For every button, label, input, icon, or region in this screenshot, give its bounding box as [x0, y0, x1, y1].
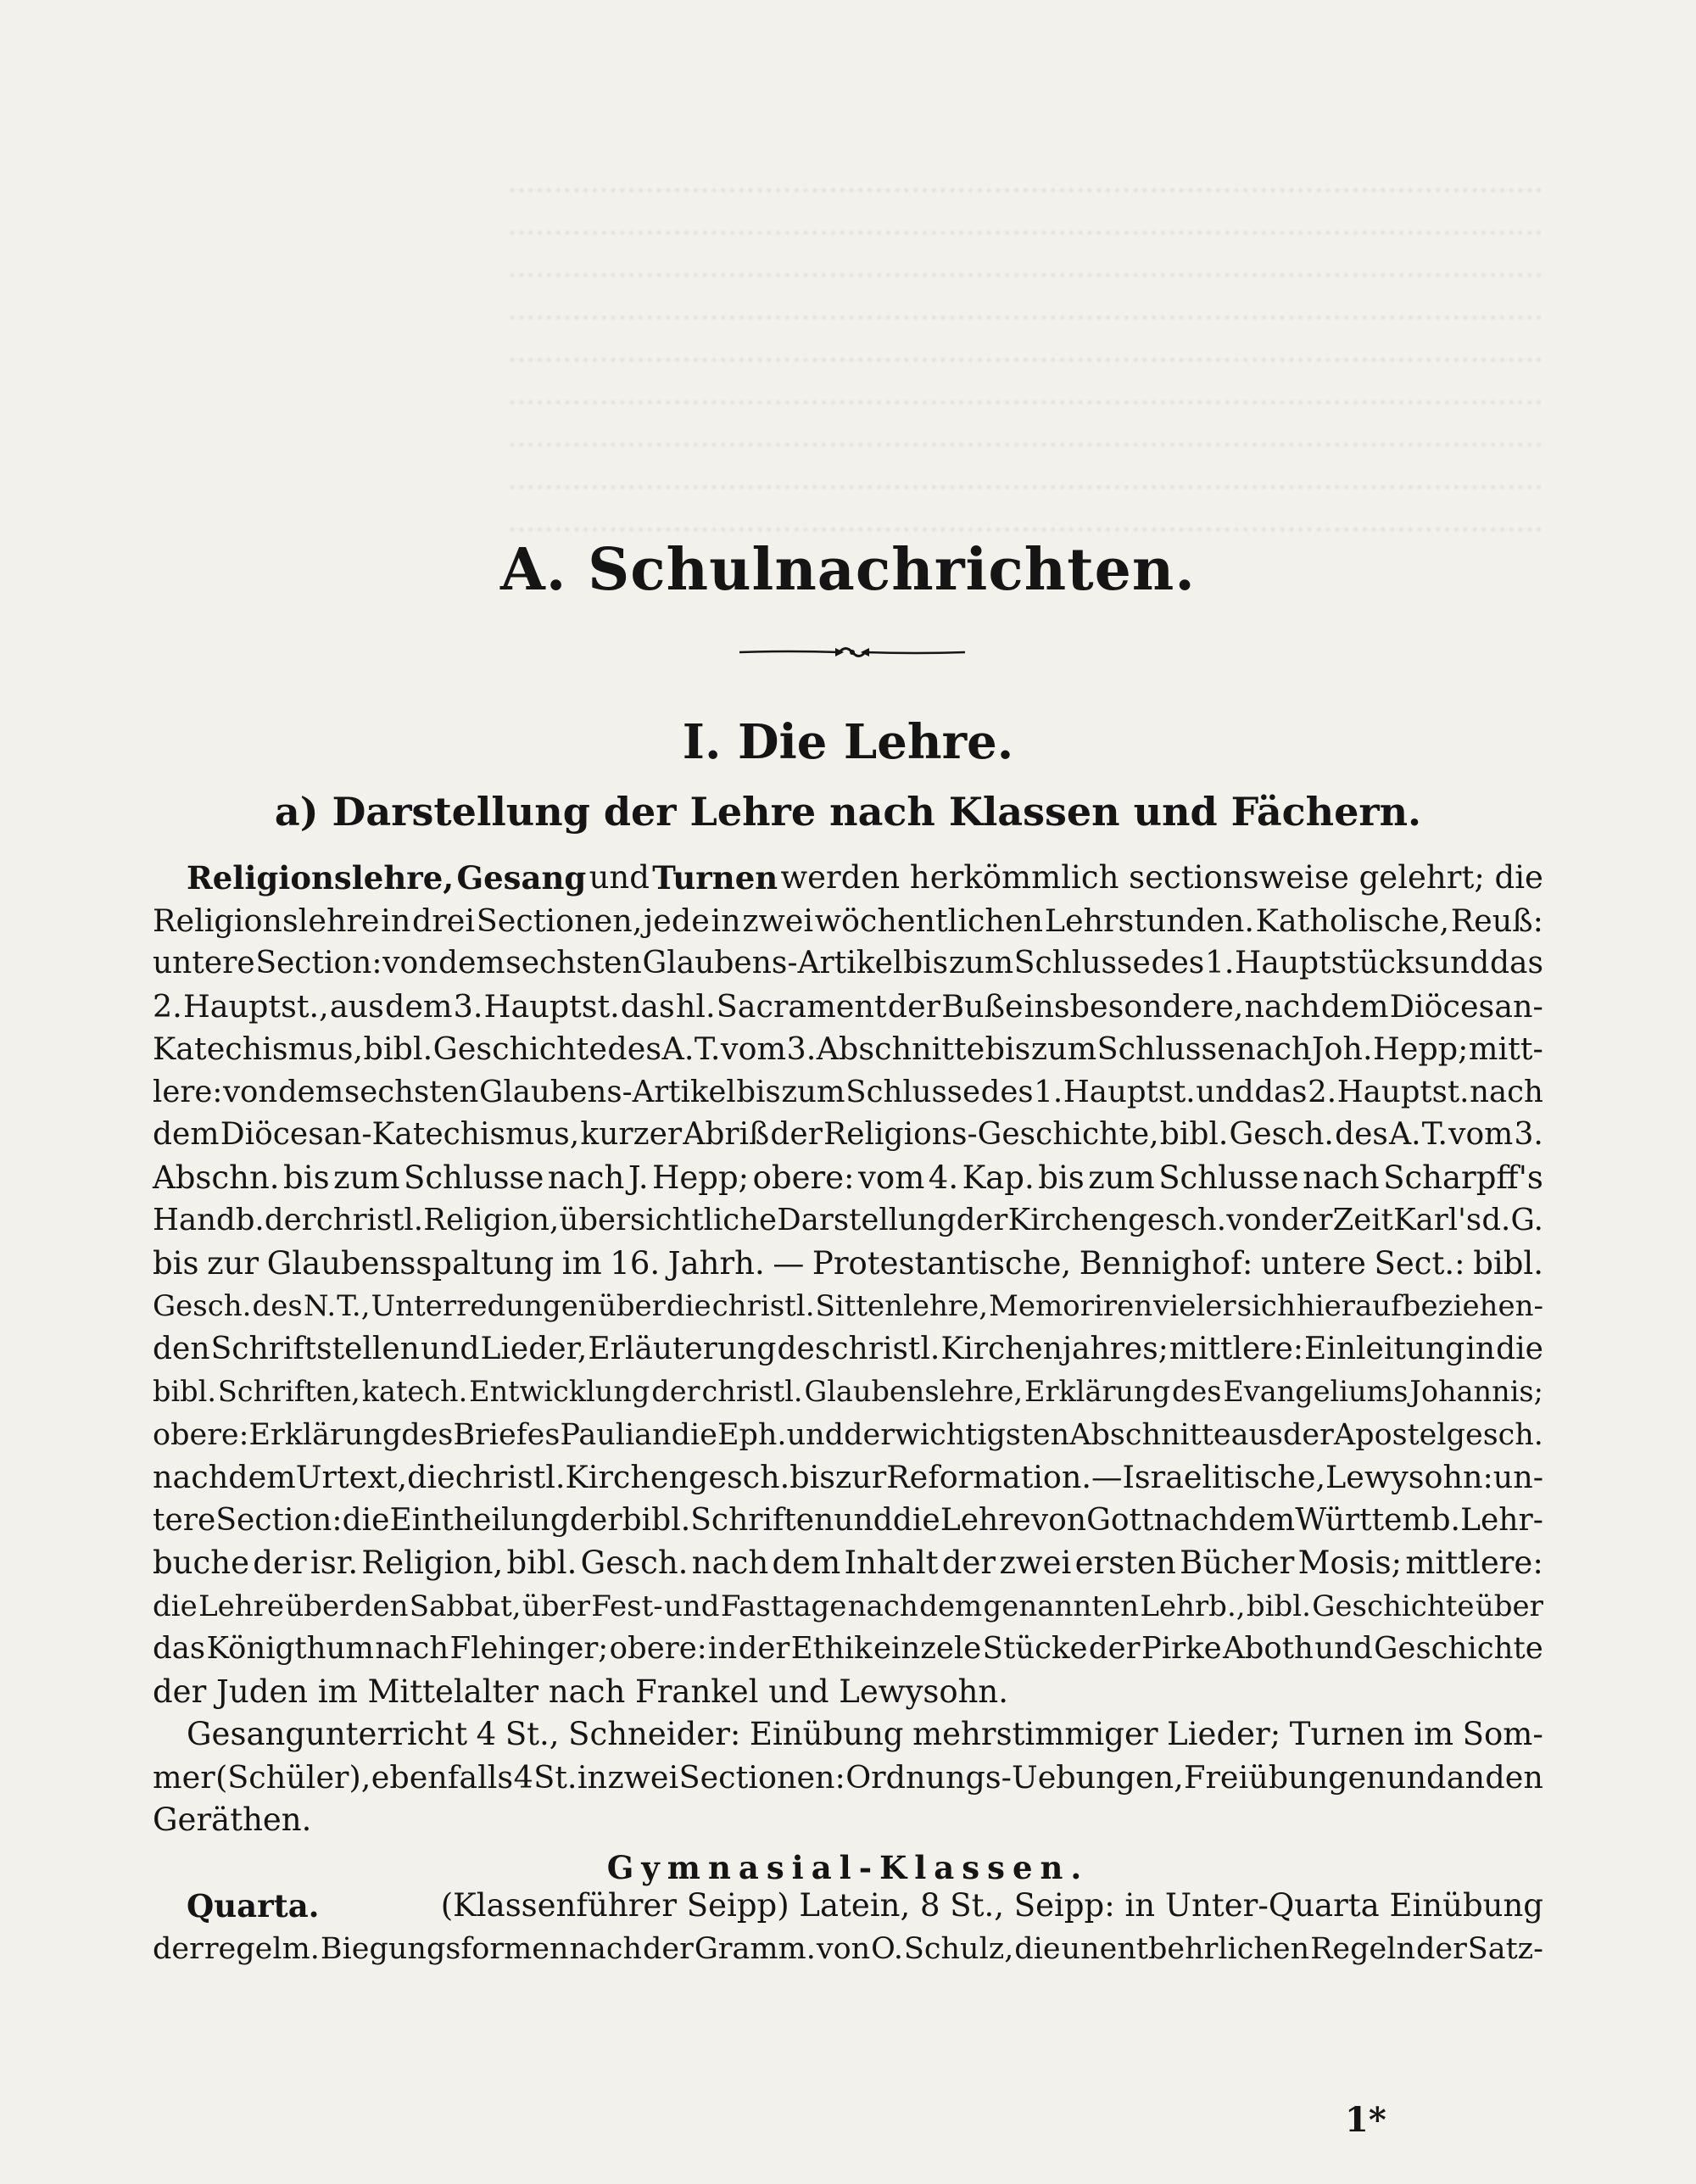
text-line	[153, 857, 1543, 900]
text-line: bis zur Glaubensspaltung im 16. Jahrh. — Protestantische, Bennighof: untere Sect.: bibl.	[153, 1244, 1543, 1282]
term-turnen: Turnen	[652, 859, 778, 897]
text-line: lere: von dem sechsten Glaubens-Artikel bis zum Schlusse des 1. Hauptst. und das 2. Hauptst. nach	[153, 1074, 1543, 1109]
signature-mark: 1*	[1345, 2100, 1386, 2140]
text-line: Gesangunterricht 4 St., Schneider: Einübung mehrstimmiger Lieder; Turnen im Som-	[187, 1716, 1543, 1752]
text-line: bibl. Schriften, katech. Entwicklung der christl. Glaubenslehre, Erklärung des Evangeliums Johannis;	[153, 1375, 1543, 1408]
text-line: der Juden im Mittelalter nach Frankel und Lewysohn.	[153, 1673, 1009, 1710]
text-line: Abschn. bis zum Schlusse nach J. Hepp; obere: vom 4. Kap. bis zum Schlusse nach Scharpff's	[153, 1159, 1543, 1196]
text-line: tere Section: die Eintheilung der bibl. Schriften und die Lehre von Gott nach dem Württemb. Lehr-	[153, 1502, 1543, 1538]
text-line	[153, 1885, 1543, 1928]
text-line: die Lehre über den Sabbat, über Fest- und Fasttage nach dem genannten Lehrb., bibl. Geschichte über	[153, 1589, 1543, 1623]
text-line: Religionslehre in drei Sectionen, jede in zwei wöchentlichen Lehrstunden. Katholische, Reuß:	[153, 902, 1543, 939]
subsection-heading: a) Darstellung der Lehre nach Klassen und Fächern.	[274, 789, 1422, 835]
text-fragment: (Klassenführer Seipp) Latein, 8 St., Seipp: in Unter-Quarta Einübung	[440, 1887, 1543, 1924]
text-line: nach dem Urtext, die christl. Kirchengesch. bis zur Reformation. — Israelitische, Lewysohn: un-	[153, 1459, 1544, 1495]
text-line: Katechismus, bibl. Geschichte des A. T. vom 3. Abschnitte bis zum Schlusse nach Joh. Hepp; mitt-	[153, 1031, 1543, 1067]
page-title: A. Schulnachrichten.	[500, 536, 1196, 604]
ornament-divider-icon	[738, 643, 967, 662]
text-line: Gesch. des N. T., Unterredungen über die christl. Sittenlehre, Memoriren vieler sich hierauf beziehen-	[153, 1289, 1543, 1323]
text-line: Handb. der christl. Religion, übersichtliche Darstellung der Kirchengesch. von der Zeit Karl's d. G.	[153, 1203, 1543, 1237]
term-religionslehre: Religionslehre,	[187, 859, 455, 897]
bleed-through-texture: ................................................................................................................. ................................................................................................................. ................................................................................................................. ................................................................................................................. ................................................................................................................. ................................................................................................................. ................................................................................................................. ................................................................................................................. .................................................................................................................	[507, 165, 1543, 539]
term-quarta: Quarta.	[187, 1887, 320, 1924]
body-text	[153, 857, 1543, 1970]
text-line: dem Diöcesan-Katechismus, kurzer Abriß der Religions-Geschichte, bibl. Gesch. des A. T. vom 3.	[153, 1117, 1543, 1152]
text-line: buche der isr. Religion, bibl. Gesch. nach dem Inhalt der zwei ersten Bücher Mosis; mittlere:	[153, 1544, 1543, 1581]
term-gesang: Gesang	[456, 859, 587, 897]
text-line: Geräthen.	[153, 1801, 312, 1838]
text-line: 2. Hauptst., aus dem 3. Hauptst. das hl. Sacrament der Buße insbesondere, nach dem Diöcesan-	[153, 987, 1543, 1025]
text-fragment: und	[589, 859, 650, 896]
text-line: untere Section: von dem sechsten Glaubens-Artikel bis zum Schlusse des 1. Hauptstücks und das	[153, 946, 1543, 980]
text-line: der regelm. Biegungsformen nach der Gramm. von O. Schulz, die unentbehrlichen Regeln der Satz-	[153, 1931, 1543, 1966]
section-heading: I. Die Lehre.	[682, 714, 1014, 770]
text-line: obere: Erklärung des Briefes Pauli an die Eph. und der wichtigsten Abschnitte aus der Apostelgesch.	[153, 1417, 1543, 1452]
text-line: mer (Schüler), ebenfalls 4 St. in zwei Sectionen: Ordnungs-Uebungen, Freiübungen und an den	[153, 1758, 1543, 1796]
text-fragment: werden herkömmlich sectionsweise gelehrt; die	[780, 859, 1543, 896]
gymnasial-heading: Gymnasial-Klassen.	[606, 1848, 1090, 1886]
text-line: den Schriftstellen und Lieder, Erläuterung des christl. Kirchenjahres; mittlere: Einleitung in die	[153, 1331, 1543, 1366]
text-line: das Königthum nach Flehinger; obere: in der Ethik einzele Stücke der Pirke Aboth und Geschichte	[153, 1631, 1543, 1666]
